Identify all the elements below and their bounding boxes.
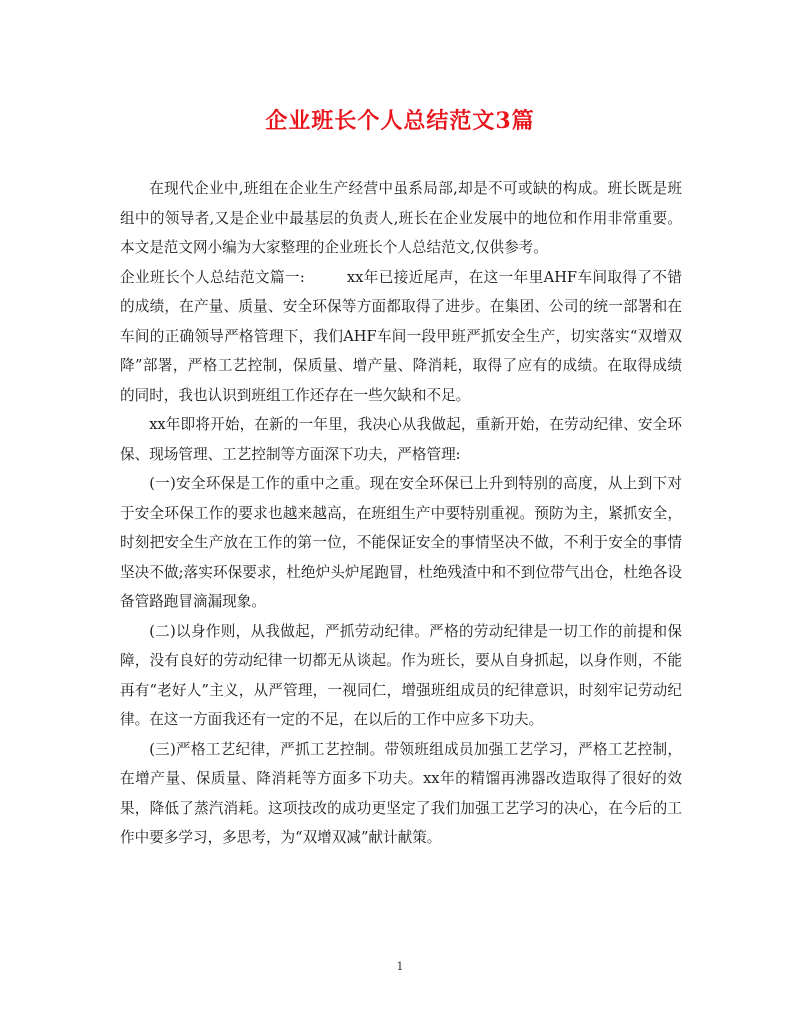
new-year-paragraph: xx年即将开始，在新的一年里，我决心从我做起，重新开始，在劳动纪律、安全环保、现场管理、工艺控制等方面深下功夫，严格管理: — [120, 416, 682, 463]
section-1-paragraph — [120, 263, 682, 411]
point-1-paragraph: (一)安全环保是工作的重中之重。现在安全环保已上升到特别的高度，从上到下对于安全环保工作的要求也越来越高，在班组生产中要特别重视。预防为主，紧抓安全，时刻把安全生产放在工作的第一位，不能保证安全的事情坚决不做，不利于安全的事情坚决不做;落实环保要求，杜绝炉头炉尾跑冒，杜绝残渣中和不到位带气出仓，杜绝各设备管路跑冒滴漏现象。 — [120, 475, 682, 610]
document-title: 企业班长个人总结范文3篇 — [265, 108, 535, 134]
section-1-text: xx年已接近尾声，在这一年里AHF车间取得了不错的成绩，在产量、质量、安全环保等方面都取得了进步。在集团、公司的统一部署和在车间的正确领导严格管理下，我们AHF车间一段甲班严抓安全生产，切实落实“双增双降”部署，严格工艺控制，保质量、增产量、降消耗，取得了应有的成绩。在取得成绩的同时，我也认识到班组工作还存在一些欠缺和不足。 — [120, 268, 683, 404]
document-body — [120, 174, 682, 853]
point-2-paragraph: (二)以身作则，从我做起，严抓劳动纪律。严格的劳动纪律是一切工作的前提和保障，没有良好的劳动纪律一切都无从谈起。作为班长，要从自身抓起，以身作则，不能再有“老好人”主义，从严管理，一视同仁，增强班组成员的纪律意识，时刻牢记劳动纪律。在这一方面我还有一定的不足，在以后的工作中应多下功夫。 — [120, 622, 682, 728]
point-3-paragraph: (三)严格工艺纪律，严抓工艺控制。带领班组成员加强工艺学习，严格工艺控制，在增产量、保质量、降消耗等方面多下功夫。xx年的精馏再沸器改造取得了很好的效果，降低了蒸汽消耗。这项技改的成功更坚定了我们加强工艺学习的决心，在今后的工作中要多学习，多思考，为“双增双减”献计献策。 — [120, 740, 682, 846]
page-number: 1 — [396, 960, 404, 973]
intro-paragraph: 在现代企业中,班组在企业生产经营中虽系局部,却是不可或缺的构成。班长既是班组中的领导者,又是企业中最基层的负责人,班长在企业发展中的地位和作用非常重要。本文是范文网小编为大家整理的企业班长个人总结范文,仅供参考。 — [120, 180, 682, 256]
section-1-heading: 企业班长个人总结范文篇一: — [120, 268, 305, 286]
